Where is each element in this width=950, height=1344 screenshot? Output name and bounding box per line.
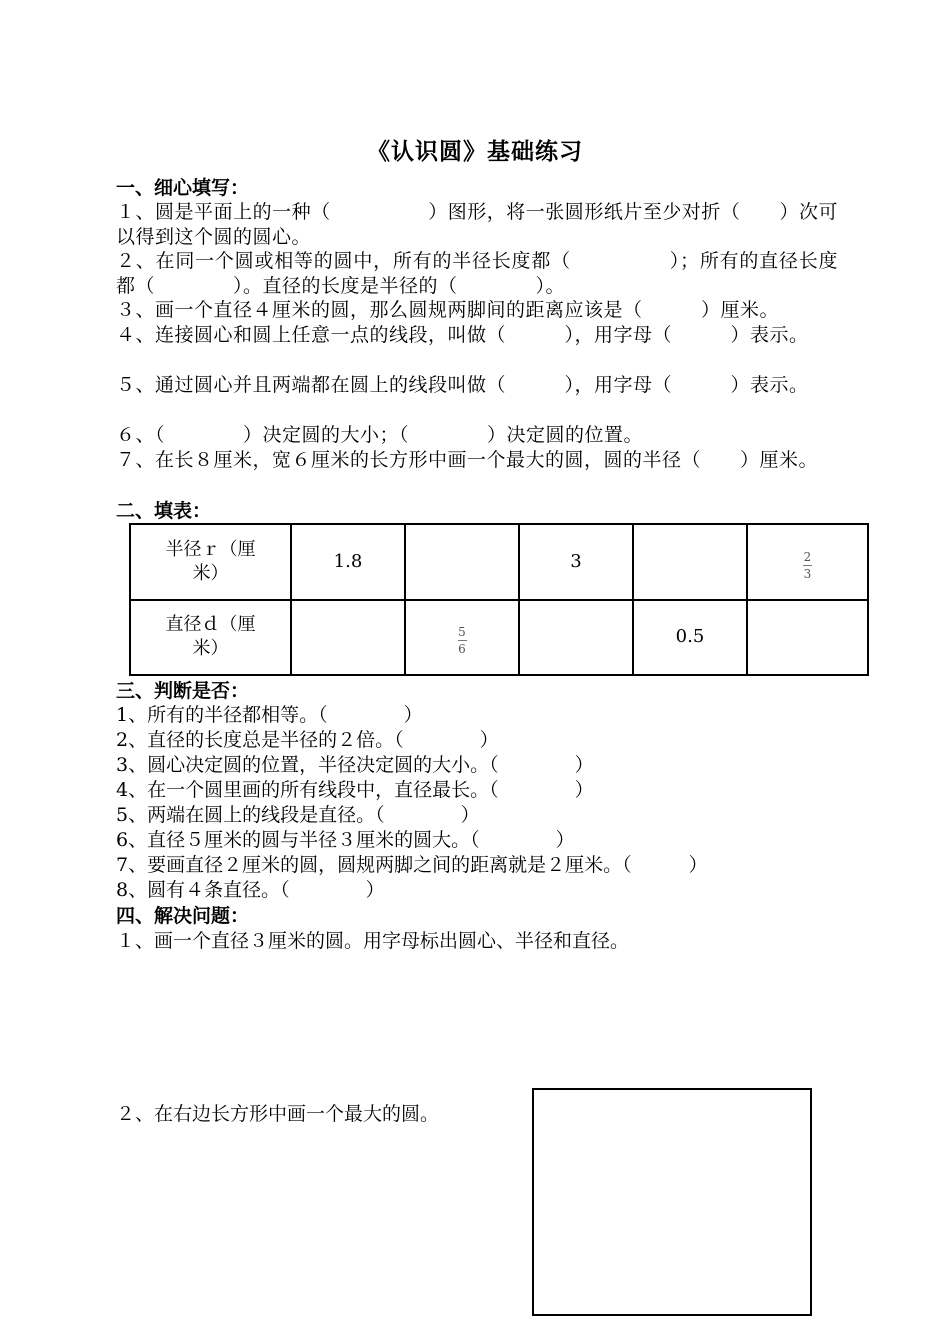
- fraction-five-sixths: $\frac{5}{6}$: [458, 625, 466, 657]
- section-1-heading: 一、细心填写：: [116, 177, 250, 199]
- judge-item-2: 2、直径的长度总是半径的２倍。（ ）: [116, 729, 499, 751]
- section-2-heading: 二、填表：: [116, 500, 212, 522]
- judge-item-4: 4、在一个圆里画的所有线段中，直径最长。（ ）: [116, 779, 594, 801]
- table-cell[interactable]: 1.8: [291, 524, 405, 600]
- fill-question-4: ４、连接圆心和圆上任意一点的线段，叫做（ ），用字母（ ）表示。: [116, 324, 809, 346]
- fill-question-6: ６、（ ）决定圆的大小；（ ）决定圆的位置。: [116, 424, 644, 446]
- problem-2: ２、在右边长方形中画一个最大的圆。: [116, 1103, 440, 1125]
- fill-table: [129, 523, 869, 676]
- table-cell[interactable]: 0.5: [633, 600, 747, 676]
- drawing-rectangle[interactable]: [532, 1088, 812, 1316]
- judge-item-1: 1、所有的半径都相等。（ ）: [116, 704, 423, 726]
- judge-item-8: 8、圆有４条直径。（ ）: [116, 879, 385, 901]
- table-cell[interactable]: [519, 600, 633, 676]
- section-4-heading: 四、解决问题：: [116, 905, 250, 927]
- table-cell[interactable]: [633, 524, 747, 600]
- fraction-two-thirds: $\frac{2}{3}$: [803, 549, 812, 581]
- fill-question-2: ２、在同一个圆或相等的圆中，所有的半径长度都（ ）；所有的直径长度都（ ）。直径的长度是半径的（ ）。: [116, 250, 838, 297]
- table-cell[interactable]: [405, 600, 519, 676]
- table-cell[interactable]: [291, 600, 405, 676]
- table-row-radius: [130, 524, 868, 600]
- diameter-label: 直径ｄ（厘米）: [130, 600, 291, 676]
- page-title: 《认识圆》基础练习: [367, 138, 583, 165]
- judge-item-3: 3、圆心决定圆的位置，半径决定圆的大小。（ ）: [116, 754, 594, 776]
- table-cell[interactable]: [405, 524, 519, 600]
- fill-question-5: ５、通过圆心并且两端都在圆上的线段叫做（ ），用字母（ ）表示。: [116, 374, 809, 396]
- fill-question-7: ７、在长８厘米，宽６厘米的长方形中画一个最大的圆，圆的半径（ ）厘米。: [116, 449, 819, 471]
- judge-item-6: 6、直径５厘米的圆与半径３厘米的圆大。（ ）: [116, 829, 575, 851]
- fill-question-3: ３、画一个直径４厘米的圆，那么圆规两脚间的距离应该是（ ）厘米。: [116, 299, 780, 321]
- table-cell[interactable]: 3: [519, 524, 633, 600]
- problem-1: １、画一个直径３厘米的圆。用字母标出圆心、半径和直径。: [116, 930, 630, 952]
- fill-question-1: １、圆是平面上的一种（ ）图形，将一张圆形纸片至少对折（ ）次可以得到这个圆的圆心。: [116, 201, 838, 248]
- table-cell[interactable]: [747, 524, 868, 600]
- section-3-heading: 三、判断是否：: [116, 680, 250, 702]
- table-cell[interactable]: [747, 600, 868, 676]
- table-row-diameter: [130, 600, 868, 676]
- judge-item-5: 5、两端在圆上的线段是直径。（ ）: [116, 804, 480, 826]
- radius-label: 半径ｒ（厘米）: [130, 524, 291, 600]
- judge-item-7: 7、要画直径２厘米的圆，圆规两脚之间的距离就是２厘米。（ ）: [116, 854, 708, 876]
